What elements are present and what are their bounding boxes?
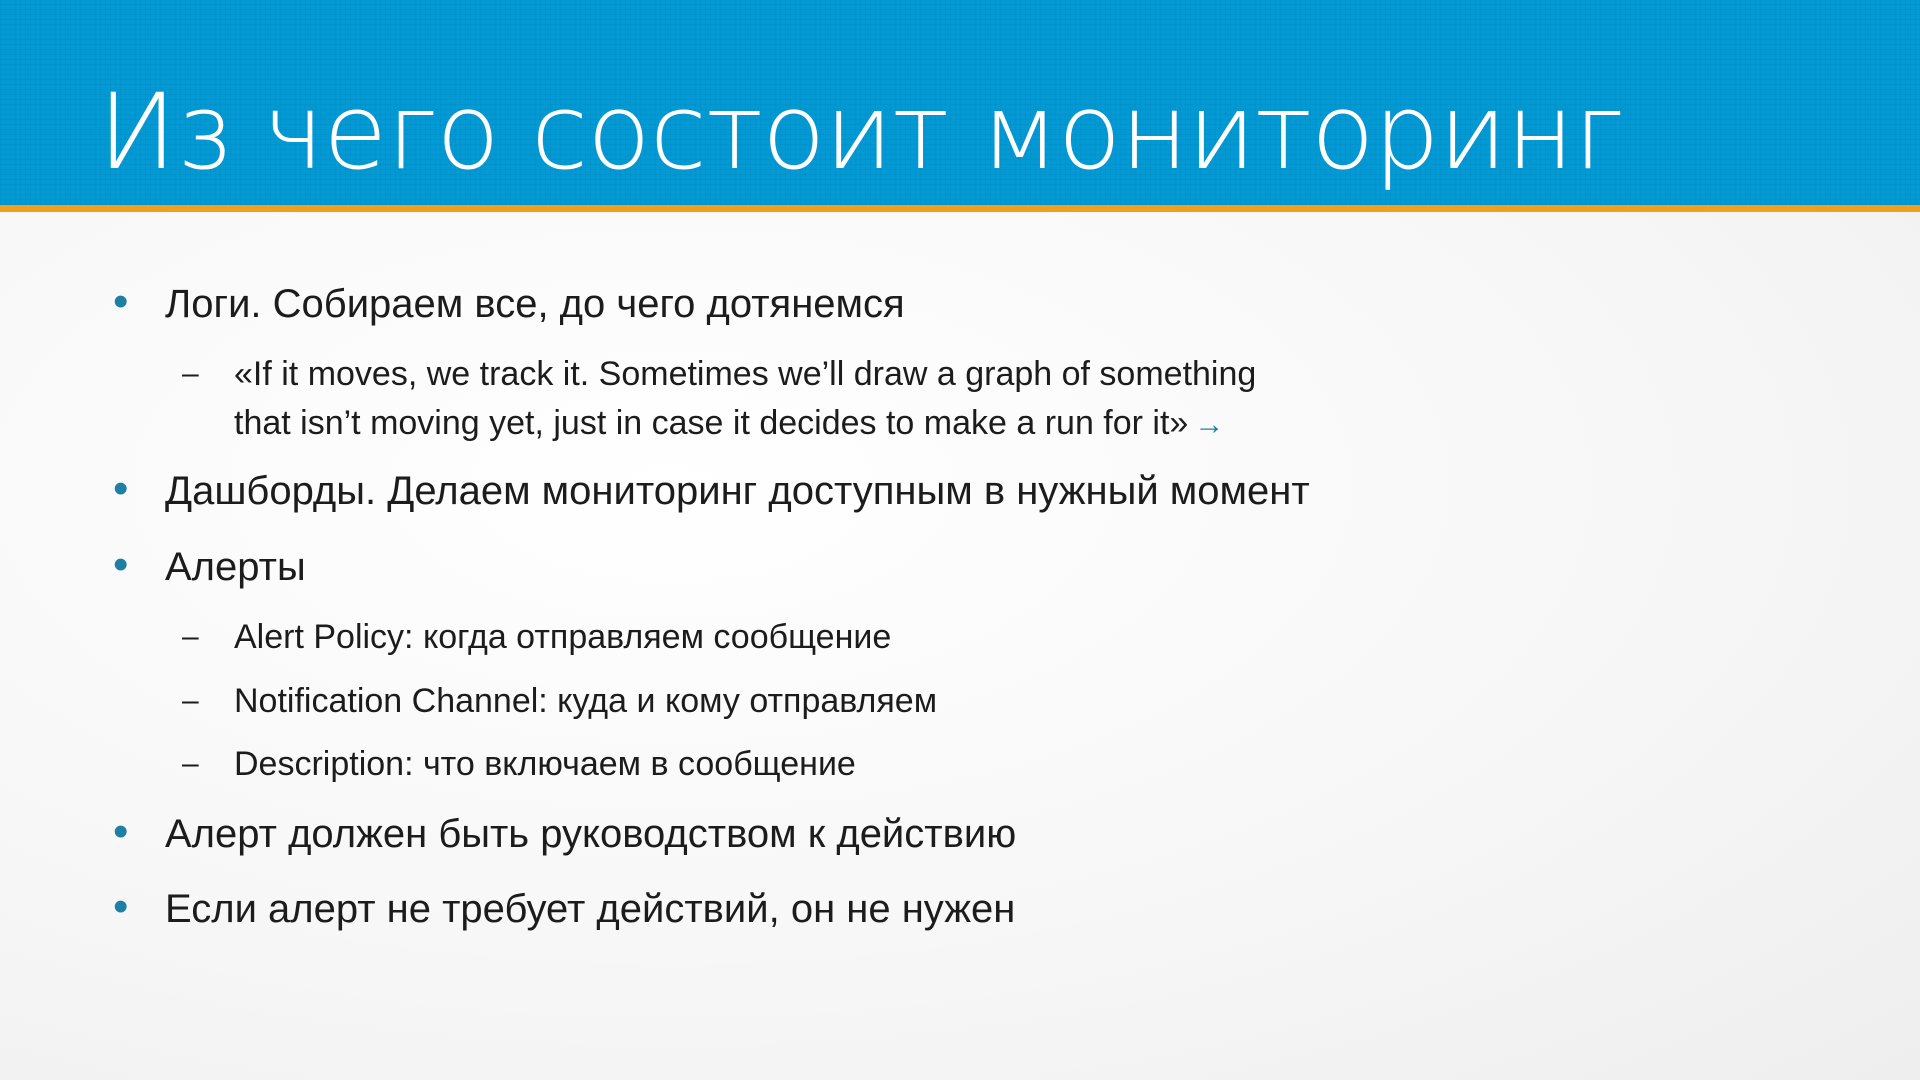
subitem-notification-channel: Notification Channel: куда и кому отправляем [234, 682, 938, 720]
dash-marker: – [182, 357, 199, 390]
bullet-marker: • [113, 807, 129, 856]
dash-marker: – [182, 620, 199, 653]
bullet-marker: • [113, 464, 129, 513]
slide-title: Из чего состоит мониторинг [98, 71, 1624, 193]
quote-line-1: «If it moves, we track it. Sometimes we’ll draw a graph of something [234, 355, 1257, 393]
bullet-logs: Логи. Собираем все, до чего дотянемся [165, 282, 905, 326]
subitem-description: Description: что включаем в сообщение [234, 745, 856, 783]
subitem-alert-policy: Alert Policy: когда отправляем сообщение [234, 618, 892, 656]
bullet-alerts: Алерты [165, 545, 306, 589]
bullet-not-needed: Если алерт не требует действий, он не нужен [165, 887, 1016, 931]
bullet-actionable: Алерт должен быть руководством к действию [165, 812, 1017, 856]
dash-marker: – [182, 747, 199, 780]
quote-line-2-text: that isn’t moving yet, just in case it decides to make a run for it» [234, 404, 1189, 442]
bullet-dashboards: Дашборды. Делаем мониторинг доступным в нужный момент [165, 469, 1310, 513]
bullet-marker: • [113, 540, 129, 589]
dash-marker: – [182, 684, 199, 717]
arrow-right-icon[interactable]: → [1194, 408, 1225, 441]
quote-line-2 [234, 399, 1224, 449]
bullet-marker: • [113, 277, 129, 326]
bullet-marker: • [113, 882, 129, 931]
